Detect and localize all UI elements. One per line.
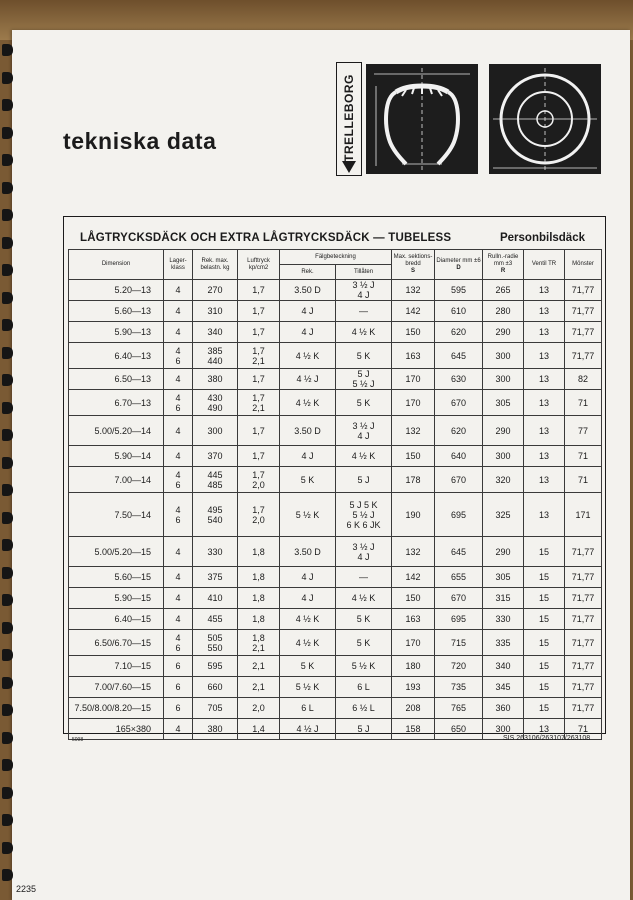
cell-rullradie: 300 bbox=[483, 719, 524, 740]
cell-tillaten: 3 ½ J 4 J bbox=[336, 416, 392, 446]
cell-ventil: 13 bbox=[524, 719, 565, 740]
cell-rullradie: 330 bbox=[483, 609, 524, 630]
cell-dimension: 6.50—13 bbox=[69, 369, 164, 390]
brand-name: TRELLEBORG bbox=[342, 74, 356, 162]
binding-coil bbox=[2, 154, 13, 166]
cell-lufttryck: 1,4 bbox=[238, 719, 280, 740]
table-row bbox=[69, 630, 602, 656]
cell-rullradie: 305 bbox=[483, 390, 524, 416]
cell-dimension: 5.60—13 bbox=[69, 301, 164, 322]
table-row bbox=[69, 656, 602, 677]
page-number: 2235 bbox=[16, 884, 37, 894]
header-sektionsbredd-unit: S bbox=[411, 268, 416, 274]
binding-coil bbox=[2, 484, 13, 496]
cell-ventil: 15 bbox=[524, 698, 565, 719]
cell-diameter: 620 bbox=[435, 322, 483, 343]
cell-dimension: 5.00/5.20—14 bbox=[69, 416, 164, 446]
cell-ventil: 15 bbox=[524, 537, 565, 567]
binding-coil bbox=[2, 677, 13, 689]
header-sektionsbredd bbox=[392, 250, 435, 280]
cell-ventil: 13 bbox=[524, 301, 565, 322]
table-row bbox=[69, 677, 602, 698]
cell-sektionsbredd: 180 bbox=[392, 656, 435, 677]
header-belastning: Rek. max. belastn. kg bbox=[193, 250, 238, 280]
cell-dimension: 6.40—13 bbox=[69, 343, 164, 369]
tire-cross-section-diagram bbox=[366, 64, 478, 174]
cell-dimension: 6.50/6.70—15 bbox=[69, 630, 164, 656]
cell-belastning: 310 bbox=[193, 301, 238, 322]
cell-tillaten: 6 ½ L bbox=[336, 698, 392, 719]
cell-belastning: 430 490 bbox=[193, 390, 238, 416]
header-ventil: Ventil TR bbox=[524, 250, 565, 280]
cell-monster: 71,77 bbox=[565, 537, 602, 567]
cell-rek: 5 K bbox=[280, 467, 336, 493]
cell-monster: 71,77 bbox=[565, 301, 602, 322]
cell-rek: 4 ½ K bbox=[280, 630, 336, 656]
cell-lufttryck: 1,7 bbox=[238, 446, 280, 467]
cell-belastning: 495 540 bbox=[193, 493, 238, 537]
cell-diameter: 765 bbox=[435, 698, 483, 719]
cell-tillaten: 5 K bbox=[336, 630, 392, 656]
cell-tillaten: 5 J bbox=[336, 467, 392, 493]
cell-belastning: 410 bbox=[193, 588, 238, 609]
cell-sektionsbredd: 132 bbox=[392, 537, 435, 567]
cell-rek: 4 ½ K bbox=[280, 609, 336, 630]
cell-ventil: 13 bbox=[524, 446, 565, 467]
cell-sektionsbredd: 170 bbox=[392, 390, 435, 416]
cell-rullradie: 325 bbox=[483, 493, 524, 537]
cell-lagerklass: 4 bbox=[164, 416, 193, 446]
cell-dimension: 6.40—15 bbox=[69, 609, 164, 630]
cell-lagerklass: 4 bbox=[164, 301, 193, 322]
page-title: tekniska data bbox=[63, 128, 217, 154]
cell-lagerklass: 4 bbox=[164, 588, 193, 609]
cell-rek: 4 ½ J bbox=[280, 369, 336, 390]
cell-lagerklass: 4 bbox=[164, 567, 193, 588]
cell-ventil: 15 bbox=[524, 588, 565, 609]
tire-data-table-box bbox=[63, 216, 606, 734]
cell-monster: 171 bbox=[565, 493, 602, 537]
cell-rullradie: 360 bbox=[483, 698, 524, 719]
cell-belastning: 270 bbox=[193, 280, 238, 301]
binding-coil bbox=[2, 292, 13, 304]
binding-coil bbox=[2, 594, 13, 606]
cell-lagerklass: 6 bbox=[164, 656, 193, 677]
cell-rek: 3.50 D bbox=[280, 416, 336, 446]
cell-lagerklass: 6 bbox=[164, 677, 193, 698]
cell-ventil: 13 bbox=[524, 280, 565, 301]
cell-belastning: 380 bbox=[193, 719, 238, 740]
cell-diameter: 595 bbox=[435, 280, 483, 301]
cell-lufttryck: 1,8 bbox=[238, 537, 280, 567]
cell-sektionsbredd: 208 bbox=[392, 698, 435, 719]
cell-belastning: 370 bbox=[193, 446, 238, 467]
cell-tillaten: — bbox=[336, 567, 392, 588]
cell-lagerklass: 4 6 bbox=[164, 343, 193, 369]
cell-monster: 71,77 bbox=[565, 343, 602, 369]
cell-monster: 71,77 bbox=[565, 630, 602, 656]
cell-lufttryck: 1,8 bbox=[238, 567, 280, 588]
cell-tillaten: 4 ½ K bbox=[336, 588, 392, 609]
cell-belastning: 660 bbox=[193, 677, 238, 698]
table-row bbox=[69, 493, 602, 537]
cell-dimension: 5.00/5.20—15 bbox=[69, 537, 164, 567]
table-row bbox=[69, 446, 602, 467]
cell-diameter: 655 bbox=[435, 567, 483, 588]
cell-ventil: 13 bbox=[524, 467, 565, 493]
cell-sektionsbredd: 193 bbox=[392, 677, 435, 698]
table-category: Personbilsdäck bbox=[499, 232, 585, 244]
cell-monster: 71,77 bbox=[565, 588, 602, 609]
cell-diameter: 695 bbox=[435, 609, 483, 630]
table-row bbox=[69, 369, 602, 390]
cell-ventil: 15 bbox=[524, 677, 565, 698]
triangle-icon bbox=[342, 161, 356, 173]
cell-rek: 5 K bbox=[280, 656, 336, 677]
brand-logo bbox=[336, 62, 362, 176]
cell-belastning: 300 bbox=[193, 416, 238, 446]
cell-belastning: 705 bbox=[193, 698, 238, 719]
cell-diameter: 620 bbox=[435, 416, 483, 446]
cell-dimension: 5.20—13 bbox=[69, 280, 164, 301]
cell-belastning: 380 bbox=[193, 369, 238, 390]
cell-lufttryck: 2,1 bbox=[238, 677, 280, 698]
binding-coil bbox=[2, 539, 13, 551]
cell-lufttryck: 1,8 2,1 bbox=[238, 630, 280, 656]
cell-lufttryck: 2,0 bbox=[238, 698, 280, 719]
cell-lagerklass: 4 bbox=[164, 719, 193, 740]
header-monster: Mönster bbox=[565, 250, 602, 280]
cell-tillaten: 4 ½ K bbox=[336, 446, 392, 467]
cell-rek: 4 J bbox=[280, 567, 336, 588]
cell-dimension: 7.00/7.60—15 bbox=[69, 677, 164, 698]
header-diameter-unit: D bbox=[456, 264, 461, 271]
table-row bbox=[69, 609, 602, 630]
binding-coil bbox=[2, 732, 13, 744]
cell-dimension: 5.60—15 bbox=[69, 567, 164, 588]
binding-coil bbox=[2, 319, 13, 331]
binding-coil bbox=[2, 622, 13, 634]
cell-rek: 4 ½ K bbox=[280, 343, 336, 369]
cell-diameter: 645 bbox=[435, 343, 483, 369]
binding-coil bbox=[2, 512, 13, 524]
tire-data-table bbox=[68, 249, 602, 740]
cell-ventil: 13 bbox=[524, 493, 565, 537]
header-rek: Rek. bbox=[280, 265, 336, 280]
cell-rek: 4 J bbox=[280, 446, 336, 467]
spiral-binding bbox=[0, 30, 18, 900]
tire-side-view-diagram bbox=[489, 64, 601, 174]
cell-monster: 71,77 bbox=[565, 677, 602, 698]
cell-sektionsbredd: 170 bbox=[392, 369, 435, 390]
table-row bbox=[69, 416, 602, 446]
cell-ventil: 13 bbox=[524, 369, 565, 390]
cell-tillaten: 3 ½ J 4 J bbox=[336, 280, 392, 301]
cell-ventil: 13 bbox=[524, 322, 565, 343]
cell-monster: 71,77 bbox=[565, 609, 602, 630]
cell-dimension: 7.10—15 bbox=[69, 656, 164, 677]
cell-diameter: 670 bbox=[435, 467, 483, 493]
table-row bbox=[69, 280, 602, 301]
cell-rek: 5 ½ K bbox=[280, 493, 336, 537]
cell-tillaten: — bbox=[336, 301, 392, 322]
cell-rullradie: 320 bbox=[483, 467, 524, 493]
cell-tillaten: 4 ½ K bbox=[336, 322, 392, 343]
cell-ventil: 13 bbox=[524, 343, 565, 369]
binding-coil bbox=[2, 457, 13, 469]
cell-rullradie: 315 bbox=[483, 588, 524, 609]
header-rullradie-label: Rulln.-radie mm ±3 bbox=[487, 254, 519, 267]
binding-coil bbox=[2, 429, 13, 441]
table-row bbox=[69, 537, 602, 567]
cell-dimension: 7.00—14 bbox=[69, 467, 164, 493]
cell-sektionsbredd: 132 bbox=[392, 280, 435, 301]
cell-rek: 4 J bbox=[280, 322, 336, 343]
cell-lagerklass: 4 bbox=[164, 280, 193, 301]
binding-coil bbox=[2, 759, 13, 771]
cell-rullradie: 340 bbox=[483, 656, 524, 677]
table-row bbox=[69, 588, 602, 609]
cell-monster: 71,77 bbox=[565, 656, 602, 677]
cell-lufttryck: 1,7 bbox=[238, 301, 280, 322]
header-sektionsbredd-label: Max. sektions-bredd bbox=[393, 254, 433, 267]
cell-sektionsbredd: 150 bbox=[392, 446, 435, 467]
cell-sektionsbredd: 142 bbox=[392, 567, 435, 588]
cell-monster: 71,77 bbox=[565, 567, 602, 588]
cell-rek: 4 J bbox=[280, 588, 336, 609]
cell-belastning: 595 bbox=[193, 656, 238, 677]
cell-sektionsbredd: 163 bbox=[392, 343, 435, 369]
binding-coil bbox=[2, 402, 13, 414]
cell-sektionsbredd: 150 bbox=[392, 588, 435, 609]
cell-rek: 5 ½ K bbox=[280, 677, 336, 698]
binding-coil bbox=[2, 44, 13, 56]
cell-lufttryck: 1,7 2,1 bbox=[238, 343, 280, 369]
cell-rullradie: 300 bbox=[483, 446, 524, 467]
cell-diameter: 720 bbox=[435, 656, 483, 677]
cell-monster: 77 bbox=[565, 416, 602, 446]
table-row bbox=[69, 390, 602, 416]
cell-rek: 4 ½ K bbox=[280, 390, 336, 416]
cell-sektionsbredd: 178 bbox=[392, 467, 435, 493]
cell-tillaten: 5 J bbox=[336, 719, 392, 740]
cell-lufttryck: 1,7 bbox=[238, 416, 280, 446]
cell-belastning: 340 bbox=[193, 322, 238, 343]
cell-belastning: 385 440 bbox=[193, 343, 238, 369]
cell-diameter: 695 bbox=[435, 493, 483, 537]
cell-diameter: 650 bbox=[435, 719, 483, 740]
cell-lagerklass: 4 bbox=[164, 369, 193, 390]
cell-diameter: 630 bbox=[435, 369, 483, 390]
header-rullradie bbox=[483, 250, 524, 280]
binding-coil bbox=[2, 99, 13, 111]
cell-lagerklass: 6 bbox=[164, 698, 193, 719]
cell-lufttryck: 1,7 bbox=[238, 369, 280, 390]
cell-sektionsbredd: 150 bbox=[392, 322, 435, 343]
cell-diameter: 670 bbox=[435, 588, 483, 609]
cell-monster: 82 bbox=[565, 369, 602, 390]
header-falgbeteckning: Fälgbeteckning bbox=[280, 250, 392, 265]
cell-monster: 71 bbox=[565, 467, 602, 493]
cell-rullradie: 290 bbox=[483, 416, 524, 446]
cell-rullradie: 280 bbox=[483, 301, 524, 322]
cell-ventil: 15 bbox=[524, 609, 565, 630]
cell-diameter: 715 bbox=[435, 630, 483, 656]
cell-rullradie: 265 bbox=[483, 280, 524, 301]
cell-diameter: 735 bbox=[435, 677, 483, 698]
binding-coil bbox=[2, 237, 13, 249]
cell-dimension: 7.50—14 bbox=[69, 493, 164, 537]
cell-dimension: 7.50/8.00/8.20—15 bbox=[69, 698, 164, 719]
cell-tillaten: 6 L bbox=[336, 677, 392, 698]
sis-reference: SIS 263106/263107/263108 bbox=[503, 735, 591, 742]
cell-ventil: 15 bbox=[524, 630, 565, 656]
cell-lufttryck: 1,8 bbox=[238, 588, 280, 609]
cell-tillaten: 5 K bbox=[336, 390, 392, 416]
binding-coil bbox=[2, 182, 13, 194]
cell-sektionsbredd: 163 bbox=[392, 609, 435, 630]
cell-rullradie: 290 bbox=[483, 322, 524, 343]
cell-rullradie: 335 bbox=[483, 630, 524, 656]
binding-coil bbox=[2, 567, 13, 579]
cell-lagerklass: 4 bbox=[164, 322, 193, 343]
cell-tillaten: 5 K bbox=[336, 609, 392, 630]
cell-rek: 3.50 D bbox=[280, 537, 336, 567]
header-diameter-label: Diameter mm ±6 bbox=[436, 257, 481, 264]
cell-belastning: 375 bbox=[193, 567, 238, 588]
header-lagerklass: Lager-klass bbox=[164, 250, 193, 280]
cell-belastning: 505 550 bbox=[193, 630, 238, 656]
cell-lagerklass: 4 6 bbox=[164, 467, 193, 493]
cell-monster: 71 bbox=[565, 719, 602, 740]
cell-monster: 71,77 bbox=[565, 322, 602, 343]
cell-lufttryck: 2,1 bbox=[238, 656, 280, 677]
cell-diameter: 610 bbox=[435, 301, 483, 322]
cell-tillaten: 5 K bbox=[336, 343, 392, 369]
binding-coil bbox=[2, 869, 13, 881]
header-diameter bbox=[435, 250, 483, 280]
cell-sektionsbredd: 158 bbox=[392, 719, 435, 740]
cell-ventil: 13 bbox=[524, 416, 565, 446]
cell-rullradie: 300 bbox=[483, 369, 524, 390]
cell-rullradie: 290 bbox=[483, 537, 524, 567]
binding-coil bbox=[2, 649, 13, 661]
cell-monster: 71,77 bbox=[565, 698, 602, 719]
cell-tillaten: 5 ½ K bbox=[336, 656, 392, 677]
cell-monster: 71 bbox=[565, 446, 602, 467]
binding-coil bbox=[2, 347, 13, 359]
header-rullradie-unit: R bbox=[500, 268, 506, 274]
cell-sektionsbredd: 190 bbox=[392, 493, 435, 537]
header-dimension: Dimension bbox=[69, 250, 164, 280]
cell-dimension: 5.90—13 bbox=[69, 322, 164, 343]
table-row bbox=[69, 567, 602, 588]
cell-belastning: 445 485 bbox=[193, 467, 238, 493]
cell-rek: 4 ½ J bbox=[280, 719, 336, 740]
cell-lagerklass: 4 6 bbox=[164, 630, 193, 656]
cell-tillaten: 5 J 5 K 5 ½ J 6 K 6 JK bbox=[336, 493, 392, 537]
cell-rek: 4 J bbox=[280, 301, 336, 322]
cell-lagerklass: 4 6 bbox=[164, 493, 193, 537]
cell-lufttryck: 1,7 2,0 bbox=[238, 467, 280, 493]
cell-tillaten: 5 J 5 ½ J bbox=[336, 369, 392, 390]
cell-rek: 6 L bbox=[280, 698, 336, 719]
binding-coil bbox=[2, 787, 13, 799]
binding-coil bbox=[2, 72, 13, 84]
print-code: 5098 bbox=[72, 737, 84, 743]
table-row bbox=[69, 301, 602, 322]
cell-lagerklass: 4 6 bbox=[164, 390, 193, 416]
cell-rullradie: 345 bbox=[483, 677, 524, 698]
cell-rullradie: 305 bbox=[483, 567, 524, 588]
header-lufttryck: Lufttryck kp/cm2 bbox=[238, 250, 280, 280]
cell-diameter: 645 bbox=[435, 537, 483, 567]
cell-dimension: 165×380 bbox=[69, 719, 164, 740]
binding-coil bbox=[2, 374, 13, 386]
cell-lufttryck: 1,8 bbox=[238, 609, 280, 630]
cell-tillaten: 3 ½ J 4 J bbox=[336, 537, 392, 567]
table-row bbox=[69, 467, 602, 493]
binding-coil bbox=[2, 704, 13, 716]
binding-coil bbox=[2, 842, 13, 854]
cell-diameter: 640 bbox=[435, 446, 483, 467]
header-tillaten: Tillåten bbox=[336, 265, 392, 280]
table-row bbox=[69, 322, 602, 343]
cell-belastning: 455 bbox=[193, 609, 238, 630]
cell-sektionsbredd: 142 bbox=[392, 301, 435, 322]
table-title: LÅGTRYCKSDÄCK OCH EXTRA LÅGTRYCKSDÄCK — TUBELESS bbox=[80, 232, 452, 244]
cell-lufttryck: 1,7 bbox=[238, 280, 280, 301]
table-row bbox=[69, 698, 602, 719]
cell-lagerklass: 4 bbox=[164, 609, 193, 630]
cell-ventil: 15 bbox=[524, 567, 565, 588]
cell-rek: 3.50 D bbox=[280, 280, 336, 301]
binding-coil bbox=[2, 814, 13, 826]
cell-rullradie: 300 bbox=[483, 343, 524, 369]
cell-monster: 71,77 bbox=[565, 280, 602, 301]
cell-diameter: 670 bbox=[435, 390, 483, 416]
cell-belastning: 330 bbox=[193, 537, 238, 567]
cell-lagerklass: 4 bbox=[164, 537, 193, 567]
cell-sektionsbredd: 170 bbox=[392, 630, 435, 656]
cell-lagerklass: 4 bbox=[164, 446, 193, 467]
cell-dimension: 5.90—14 bbox=[69, 446, 164, 467]
cell-ventil: 15 bbox=[524, 656, 565, 677]
cell-lufttryck: 1,7 bbox=[238, 322, 280, 343]
binding-coil bbox=[2, 264, 13, 276]
binding-coil bbox=[2, 209, 13, 221]
cell-lufttryck: 1,7 2,0 bbox=[238, 493, 280, 537]
table-row bbox=[69, 343, 602, 369]
cell-sektionsbredd: 132 bbox=[392, 416, 435, 446]
cell-dimension: 6.70—13 bbox=[69, 390, 164, 416]
cell-dimension: 5.90—15 bbox=[69, 588, 164, 609]
cell-lufttryck: 1,7 2,1 bbox=[238, 390, 280, 416]
cell-monster: 71 bbox=[565, 390, 602, 416]
cell-ventil: 13 bbox=[524, 390, 565, 416]
binding-coil bbox=[2, 127, 13, 139]
